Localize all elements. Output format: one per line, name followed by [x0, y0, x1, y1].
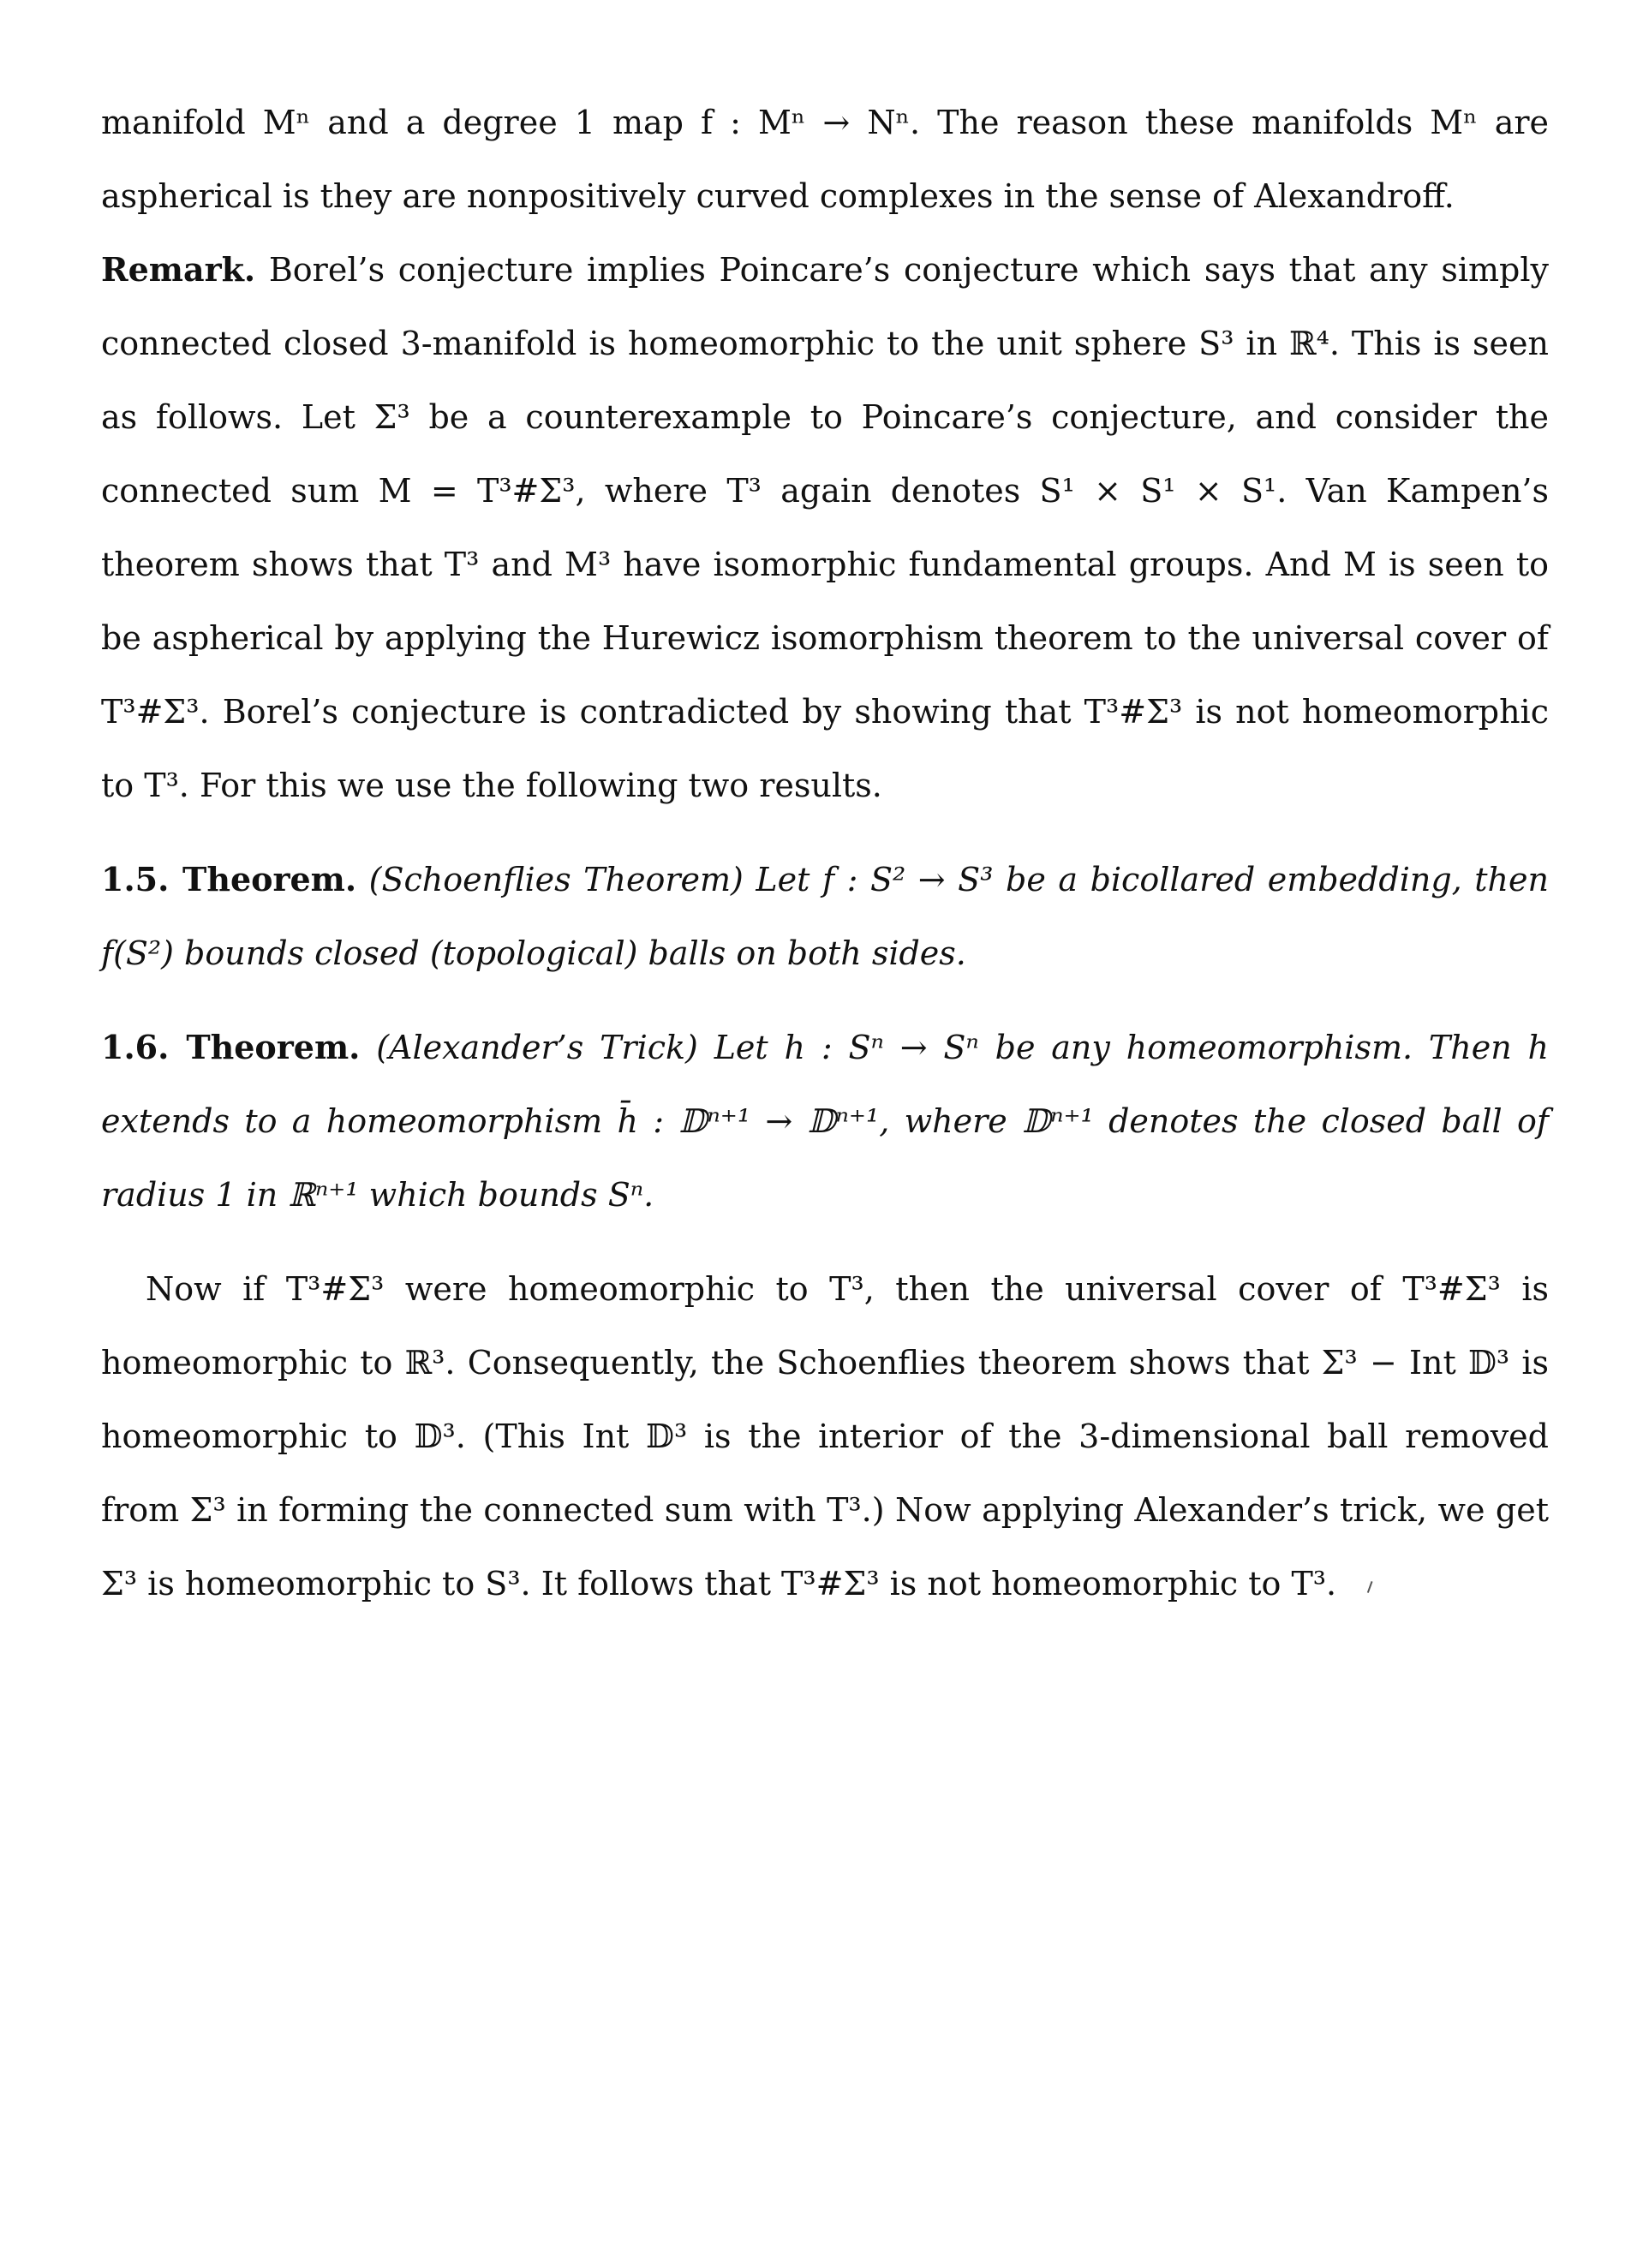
remark-label: Remark. — [101, 250, 256, 289]
remark-paragraph — [101, 233, 1549, 822]
theorem-1-6 — [101, 1011, 1549, 1232]
theorem-1-5-body: (Schoenflies Theorem) Let f : S² → S³ be a bicollared embedding, then f(S²) bounds closed (topological) balls on both sides. — [101, 861, 1549, 972]
remark-body: Borel’s conjecture implies Poincare’s conjecture which says that any simply connected closed 3-manifold is homeomorphic to the unit sphere S³ in ℝ⁴. This is seen as follows. Let Σ³ be a counterexample to Poincare’s conjecture, and consider the connected sum M = T³#Σ³, where T³ again denotes S¹ × S¹ × S¹. Van Kampen’s theorem shows that T³ and M³ have isomorphic fundamental groups. And M is seen to be aspherical by applying the Hurewicz isomorphism theorem to the universal cover of T³#Σ³. Borel’s conjecture is contradicted by showing that T³#Σ³ is not homeomorphic to T³. For this we use the following two results. — [101, 251, 1549, 804]
theorem-1-6-label: 1.6. Theorem. — [101, 1028, 361, 1066]
theorem-1-5-label: 1.5. Theorem. — [101, 860, 357, 898]
theorem-1-5 — [101, 843, 1549, 990]
conclusion-paragraph: Now if T³#Σ³ were homeomorphic to T³, then the universal cover of T³#Σ³ is homeomorphic to ℝ³. Consequently, the Schoenflies theorem shows that Σ³ − Int 𝔻³ is homeomorphic to 𝔻³. (This Int 𝔻³ is the interior of the 3-dimensional ball removed from Σ³ in forming the connected sum with T³.) Now applying Alexander’s trick, we get Σ³ is homeomorphic to S³. It follows that T³#Σ³ is not homeomorphic to T³. — [101, 1270, 1549, 1603]
theorem-1-6-body: (Alexander’s Trick) Let h : Sⁿ → Sⁿ be any homeomorphism. Then h extends to a homeomorphism h̄ : 𝔻ⁿ⁺¹ → 𝔻ⁿ⁺¹, where 𝔻ⁿ⁺¹ denotes the closed ball of radius 1 in ℝⁿ⁺¹ which bounds Sⁿ. — [101, 1029, 1549, 1214]
intro-paragraph: manifold Mⁿ and a degree 1 map f : Mⁿ → Nⁿ. The reason these manifolds Mⁿ are aspherical is they are nonpositively curved complexes in the sense of Alexandroff. — [101, 104, 1549, 215]
page-body — [101, 86, 1549, 1620]
